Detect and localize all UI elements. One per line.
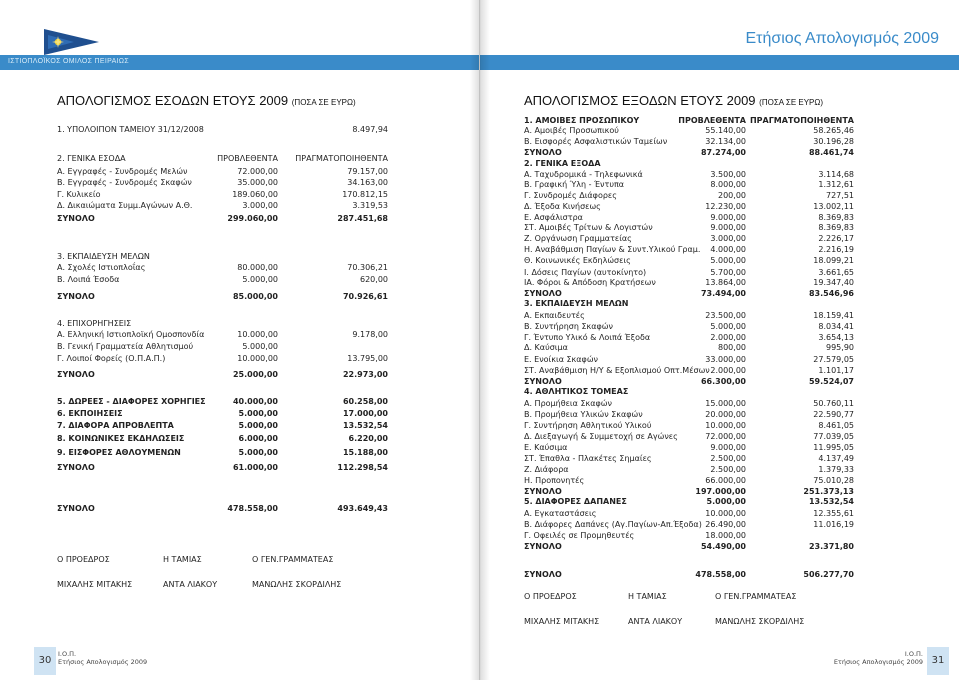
actual-value: 1.101,17 [818,366,854,375]
table-row [0,318,479,329]
row-label: Α. Προμήθεια Σκαφών [524,399,612,408]
table-row [0,177,479,188]
row-label: Γ. Συνδρομές Διάφορες [524,191,617,200]
planned-value: 72.000,00 [705,432,746,441]
table-row [480,386,959,397]
title-note: (ΠΟΣΑ ΣΕ ΕΥΡΩ) [759,98,824,107]
planned-value: 61.000,00 [232,463,278,472]
actual-value: 2.226,17 [818,234,854,243]
actual-value: 1.312,61 [818,180,854,189]
planned-value: 4.000,00 [710,245,746,254]
actual-value: ΠΡΑΓΜΑΤΟΠΟΙΗΘΕΝΤΑ [749,116,854,125]
table-row [0,396,479,407]
planned-value: 40.000,00 [232,397,278,406]
row-label: ΣΥΝΟΛΟ [524,487,562,496]
header-bar [480,55,959,70]
row-label: 3. ΕΚΠΑΙΔΕΥΣΗ ΜΕΛΩΝ [57,252,150,261]
row-label: ΣΥΝΟΛΟ [57,292,95,301]
actual-value: 11.995,05 [813,443,854,452]
planned-value: 5.000,00 [710,322,746,331]
row-label: 3. ΕΚΠΑΙΔΕΥΣΗ ΜΕΛΩΝ [524,299,629,308]
title-text: ΑΠΟΛΟΓΙΣΜΟΣ ΕΣΟΔΩΝ ΕΤΟΥΣ 2009 [57,93,289,108]
table-row [480,190,959,201]
table-row [0,166,479,177]
table-row [480,398,959,409]
table-row [480,496,959,507]
row-label: Δ. Δικαιώματα Συμμ.Αγώνων Α.Θ. [57,201,193,210]
row-label: ΣΥΝΟΛΟ [524,148,562,157]
row-label: Ι. Δόσεις Παγίων (αυτοκίνητο) [524,268,647,277]
row-label: Η. Αναβάθμιση Παγίων & Συντ.Υλικού Γραμ. [524,245,701,254]
row-label: Α. Αμοιβές Προσωπικού [524,126,619,135]
planned-value: 35.000,00 [237,178,278,187]
income-statement-title [57,93,356,108]
planned-value: 20.000,00 [705,410,746,419]
total-row [0,503,479,514]
planned-value: 2.500,00 [710,454,746,463]
planned-value: 189.060,00 [232,190,278,199]
planned-value: 5.000,00 [238,409,278,418]
row-label: 4. ΕΠΙΧΟΡΗΓΗΣΕΙΣ [57,319,132,328]
planned-value: 66.300,00 [700,377,746,386]
actual-value: 727,51 [826,191,854,200]
table-row [0,420,479,431]
row-label: Α. Ελληνική Ιστιοπλοϊκή Ομοσπονδία [57,330,205,339]
planned-value: 299.060,00 [227,214,278,223]
table-row [0,153,479,164]
table-row [480,277,959,288]
row-label: 5. ΔΩΡΕΕΣ - ΔΙΑΦΟΡΕΣ ΧΟΡΗΓΙΕΣ [57,397,206,406]
signature-title: Ο ΓΕΝ.ΓΡΑΜΜΑΤΕΑΣ [252,555,334,564]
signature-name: ΑΝΤΑ ΛΙΑΚΟΥ [163,580,218,589]
table-row [480,179,959,190]
row-label: Α. Εγγραφές - Συνδρομές Μελών [57,167,188,176]
planned-value: 3.000,00 [710,234,746,243]
table-row [0,433,479,444]
planned-value: 10.000,00 [237,354,278,363]
row-label: 1. ΑΜΟΙΒΕΣ ΠΡΟΣΩΠΙΚΟΥ [524,116,640,125]
signature-title: Η ΤΑΜΙΑΣ [163,555,202,564]
planned-value: 2.000,00 [710,366,746,375]
row-label: Α. Εκπαιδευτές [524,311,585,320]
planned-value: 200,00 [718,191,746,200]
planned-value: 478.558,00 [695,570,746,579]
actual-value: 58.265,46 [813,126,854,135]
actual-value: 9.178,00 [352,330,388,339]
actual-value: 8.034,41 [818,322,854,331]
actual-value: 70.306,21 [347,263,388,272]
table-row [480,255,959,266]
planned-value: 5.000,00 [238,448,278,457]
table-row [0,189,479,200]
planned-value: 66.000,00 [705,476,746,485]
planned-value: ΠΡΟΒΛΕΘΕΝΤΑ [217,154,278,163]
signature-title: Η ΤΑΜΙΑΣ [628,592,667,601]
row-label: 1. ΥΠΟΛΟΙΠΟΝ ΤΑΜΕΙΟΥ 31/12/2008 [57,125,204,134]
actual-value: 995,90 [826,343,854,352]
footer-org: Ι.Ο.Π. [904,650,923,658]
actual-value: 8.369,83 [818,213,854,222]
actual-value: 4.137,49 [818,454,854,463]
planned-value: 5.000,00 [242,342,278,351]
actual-value: 8.497,94 [352,125,388,134]
actual-value: 12.355,61 [813,509,854,518]
table-row [480,125,959,136]
row-label: Δ. Διεξαγωγή & Συμμετοχή σε Αγώνες [524,432,678,441]
actual-value: 79.157,00 [347,167,388,176]
planned-value: 13.864,00 [705,278,746,287]
row-label: Ε. Ενοίκια Σκαφών [524,355,598,364]
planned-value: 72.000,00 [237,167,278,176]
actual-value: 88.461,74 [808,148,854,157]
row-label: 7. ΔΙΑΦΟΡΑ ΑΠΡΟΒΛΕΠΤΑ [57,421,174,430]
club-name: ΙΣΤΙΟΠΛΟΪΚΟΣ ΟΜΙΛΟΣ ΠΕΙΡΑΙΩΣ [8,58,129,65]
table-row [0,341,479,352]
signature-title: Ο ΠΡΟΕΔΡΟΣ [524,592,577,601]
table-row [480,475,959,486]
table-row [480,453,959,464]
planned-value: 9.000,00 [710,213,746,222]
row-label: Η. Προπονητές [524,476,585,485]
row-label: ΣΥΝΟΛΟ [524,289,562,298]
row-label: Δ. Έξοδα Κινήσεως [524,202,601,211]
actual-value: 18.159,41 [813,311,854,320]
annual-report-title: Ετήσιος Απολογισμός 2009 [745,30,939,47]
planned-value: 18.000,00 [705,531,746,540]
actual-value: 83.546,96 [808,289,854,298]
row-label: Γ. Έντυπο Υλικό & Λοιπά Έξοδα [524,333,651,342]
actual-value: 22.973,00 [342,370,388,379]
planned-value: 5.000,00 [242,275,278,284]
table-row [480,222,959,233]
table-row [480,409,959,420]
row-label: ΣΥΝΟΛΟ [524,542,562,551]
table-row [480,158,959,169]
row-label: ΣΥΝΟΛΟ [57,214,95,223]
footer-org: Ι.Ο.Π. [58,650,77,658]
table-row [480,201,959,212]
row-label: Γ. Συντήρηση Αθλητικού Υλικού [524,421,652,430]
total-row [0,462,479,473]
planned-value: 9.000,00 [710,223,746,232]
actual-value: 59.524,07 [808,377,854,386]
total-row [480,147,959,158]
table-row [480,298,959,309]
actual-value: 13.795,00 [347,354,388,363]
row-label: Ε. Ασφάλιστρα [524,213,583,222]
table-row [0,329,479,340]
planned-value: 5.700,00 [710,268,746,277]
planned-value: 87.274,00 [700,148,746,157]
row-label: ΣΤ. Αναβάθμιση Η/Υ & Εξοπλισμού Οπτ.Μέσων [524,366,710,375]
planned-value: 12.230,00 [705,202,746,211]
title-note: (ΠΟΣΑ ΣΕ ΕΥΡΩ) [291,98,356,107]
row-label: ΣΥΝΟΛΟ [57,463,95,472]
row-label: Α. Ταχυδρομικά - Τηλεφωνικά [524,170,643,179]
planned-value: 80.000,00 [237,263,278,272]
table-row [480,431,959,442]
row-label: ΙΑ. Φόροι & Απόδοση Κρατήσεων [524,278,656,287]
row-label: Β. Συντήρηση Σκαφών [524,322,613,331]
row-label: Β. Γραφική Ύλη - Έντυπα [524,180,625,189]
row-label: 8. ΚΟΙΝΩΝΙΚΕΣ ΕΚΔΗΛΩΣΕΙΣ [57,434,185,443]
table-row [0,447,479,458]
actual-value: 23.371,80 [808,542,854,551]
row-label: ΣΤ. Έπαθλα - Πλακέτες Σημαίες [524,454,652,463]
left-page [0,0,479,680]
planned-value: 2.000,00 [710,333,746,342]
actual-value: 17.000,00 [342,409,388,418]
planned-value: 32.134,00 [705,137,746,146]
planned-value: 3.000,00 [242,201,278,210]
signature-name: ΜΙΧΑΛΗΣ ΜΙΤΑΚΗΣ [524,617,600,626]
actual-value: 3.654,13 [818,333,854,342]
right-page [480,0,959,680]
planned-value: 10.000,00 [705,421,746,430]
planned-value: 5.000,00 [710,256,746,265]
page-number: 31 [927,647,949,675]
row-label: Γ. Λοιποί Φορείς (Ο.Π.Α.Π.) [57,354,166,363]
actual-value: 506.277,70 [803,570,854,579]
total-row [0,213,479,224]
planned-value: 6.000,00 [238,434,278,443]
actual-value: 3.114,68 [818,170,854,179]
signature-title: Ο ΠΡΟΕΔΡΟΣ [57,555,110,564]
planned-value: 23.500,00 [705,311,746,320]
actual-value: 170.812,15 [342,190,388,199]
actual-value: 2.216,19 [818,245,854,254]
actual-value: 13.002,11 [813,202,854,211]
row-label: Α. Εγκαταστάσεις [524,509,597,518]
row-label: 9. ΕΙΣΦΟΡΕΣ ΑΘΛΟΥΜΕΝΩΝ [57,448,181,457]
planned-value: 33.000,00 [705,355,746,364]
table-row [480,342,959,353]
row-label: Δ. Καύσιμα [524,343,568,352]
signature-name: ΜΑΝΩΛΗΣ ΣΚΟΡΔΙΛΗΣ [715,617,805,626]
row-label: ΣΥΝΟΛΟ [57,504,95,513]
table-row [0,124,479,135]
actual-value: 8.369,83 [818,223,854,232]
actual-value: 15.188,00 [342,448,388,457]
total-row [480,541,959,552]
planned-value: 54.490,00 [700,542,746,551]
actual-value: 6.220,00 [348,434,388,443]
planned-value: 73.494,00 [700,289,746,298]
table-row [480,136,959,147]
table-row [480,530,959,541]
row-label: 2. ΓΕΝΙΚΑ ΕΞΟΔΑ [524,159,601,168]
actual-value: 11.016,19 [813,520,854,529]
table-row [480,420,959,431]
actual-value: 13.532,54 [342,421,388,430]
planned-value: 478.558,00 [227,504,278,513]
planned-value: 197.000,00 [695,487,746,496]
actual-value: 27.579,05 [813,355,854,364]
actual-value: 251.373,13 [803,487,854,496]
actual-value: 60.258,00 [342,397,388,406]
row-label: ΣΥΝΟΛΟ [524,377,562,386]
table-row [480,354,959,365]
expense-statement-title [524,93,823,108]
actual-value: 50.760,11 [813,399,854,408]
actual-value: 75.010,28 [813,476,854,485]
actual-value: 493.649,43 [337,504,388,513]
row-label: Ζ. Οργάνωση Γραμματείας [524,234,632,243]
actual-value: ΠΡΑΓΜΑΤΟΠΟΙΗΘΕΝΤΑ [295,154,388,163]
actual-value: 70.926,61 [342,292,388,301]
row-label: Α. Σχολές Ιστιοπλοΐας [57,263,146,272]
actual-value: 18.099,21 [813,256,854,265]
row-label: Β. Λοιπά Έσοδα [57,275,120,284]
row-label: Γ. Κυλικείο [57,190,101,199]
club-burgee-icon [44,27,99,57]
table-row [480,244,959,255]
planned-value: 800,00 [718,343,746,352]
total-row [0,369,479,380]
row-label: ΣΥΝΟΛΟ [57,370,95,379]
planned-value: 85.000,00 [232,292,278,301]
planned-value: 5.000,00 [706,497,746,506]
row-label: ΣΥΝΟΛΟ [524,570,562,579]
row-label: Β. Εγγραφές - Συνδρομές Σκαφών [57,178,192,187]
actual-value: 34.163,00 [347,178,388,187]
actual-value: 3.319,53 [352,201,388,210]
planned-value: 26.490,00 [705,520,746,529]
actual-value: 112.298,54 [337,463,388,472]
row-label: Ε. Καύσιμα [524,443,568,452]
table-row [480,365,959,376]
footer-subtitle: Ετήσιος Απολογισμός 2009 [58,658,148,666]
signature-name: ΑΝΤΑ ΛΙΑΚΟΥ [628,617,683,626]
planned-value: 15.000,00 [705,399,746,408]
actual-value: 77.039,05 [813,432,854,441]
row-label: Γ. Οφειλές σε Προμηθευτές [524,531,635,540]
table-row [480,233,959,244]
total-row [480,569,959,580]
row-label: Ζ. Διάφορα [524,465,569,474]
table-row [480,508,959,519]
row-label: ΣΤ. Αμοιβές Τρίτων & Λογιστών [524,223,653,232]
row-label: 2. ΓΕΝΙΚΑ ΕΣΟΔΑ [57,154,126,163]
actual-value: 620,00 [360,275,388,284]
row-label: Β. Προμήθεια Υλικών Σκαφών [524,410,643,419]
actual-value: 30.196,28 [813,137,854,146]
actual-value: 8.461,05 [818,421,854,430]
table-row [480,321,959,332]
actual-value: 287.451,68 [337,214,388,223]
table-row [480,310,959,321]
actual-value: 19.347,40 [813,278,854,287]
row-label: Β. Διάφορες Δαπάνες (Αγ.Παγίων-Απ.Έξοδα) [524,520,702,529]
footer-subtitle: Ετήσιος Απολογισμός 2009 [833,658,923,666]
table-row [0,408,479,419]
signature-title: Ο ΓΕΝ.ΓΡΑΜΜΑΤΕΑΣ [715,592,797,601]
planned-value: 9.000,00 [710,443,746,452]
planned-value: 2.500,00 [710,465,746,474]
page-number: 30 [34,647,56,675]
row-label: 5. ΔΙΑΦΟΡΕΣ ΔΑΠΑΝΕΣ [524,497,627,506]
row-label: Β. Εισφορές Ασφαλιστικών Ταμείων [524,137,668,146]
table-row [0,353,479,364]
row-label: Θ. Κοινωνικές Εκδηλώσεις [524,256,631,265]
table-row [0,251,479,262]
table-row [0,274,479,285]
table-row [480,464,959,475]
table-row [480,519,959,530]
planned-value: ΠΡΟΒΛΕΘΕΝΤΑ [678,116,746,125]
planned-value: 10.000,00 [705,509,746,518]
table-row [0,262,479,273]
planned-value: 10.000,00 [237,330,278,339]
actual-value: 1.379,33 [818,465,854,474]
planned-value: 8.000,00 [710,180,746,189]
signature-name: ΜΙΧΑΛΗΣ ΜΙΤΑΚΗΣ [57,580,133,589]
signature-name: ΜΑΝΩΛΗΣ ΣΚΟΡΔΙΛΗΣ [252,580,342,589]
title-text: ΑΠΟΛΟΓΙΣΜΟΣ ΕΞΟΔΩΝ ΕΤΟΥΣ 2009 [524,93,756,108]
actual-value: 3.661,65 [818,268,854,277]
actual-value: 22.590,77 [813,410,854,419]
table-row [0,200,479,211]
planned-value: 5.000,00 [238,421,278,430]
table-row [480,442,959,453]
planned-value: 3.500,00 [710,170,746,179]
row-label: 4. ΑΘΛΗΤΙΚΟΣ ΤΟΜΕΑΣ [524,387,629,396]
actual-value: 13.532,54 [808,497,854,506]
planned-value: 55.140,00 [705,126,746,135]
total-row [0,291,479,302]
row-label: 6. ΕΚΠΟΙΗΣΕΙΣ [57,409,123,418]
row-label: Β. Γενική Γραμματεία Αθλητισμού [57,342,194,351]
planned-value: 25.000,00 [232,370,278,379]
